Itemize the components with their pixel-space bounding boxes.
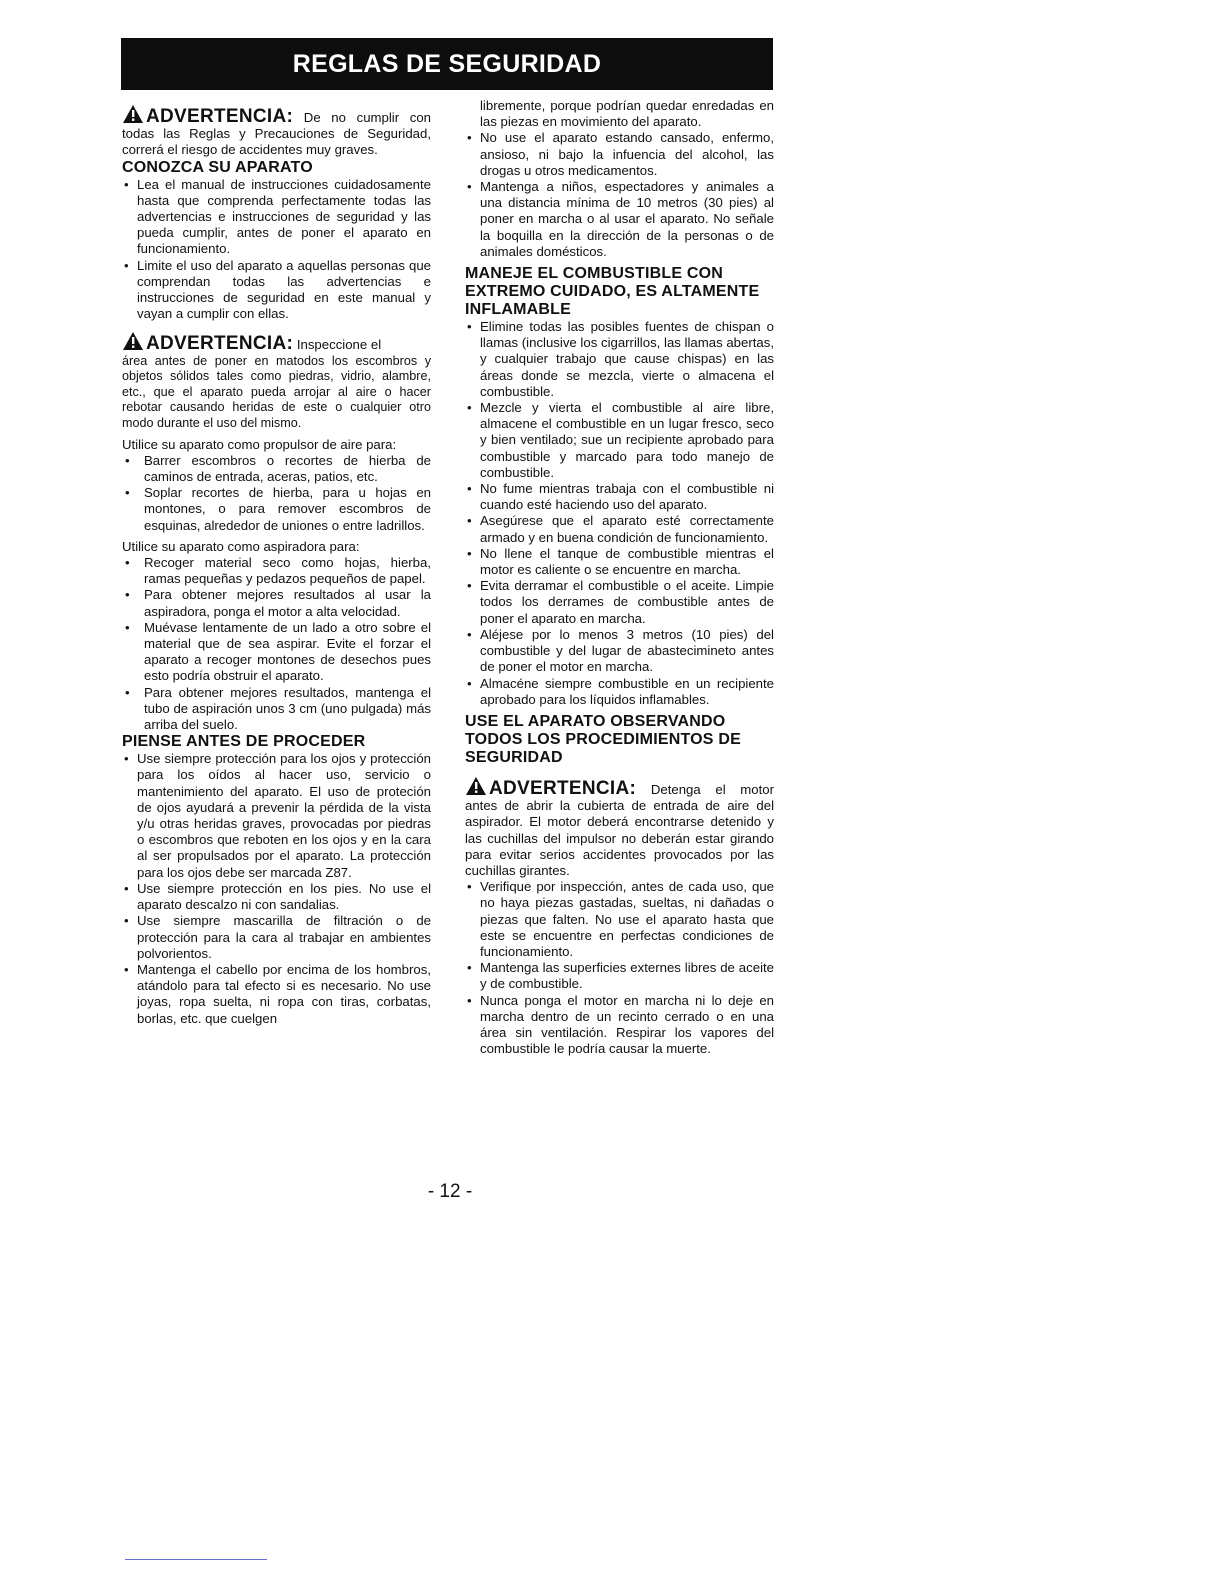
list-item: • Limite el uso del aparato a aquellas personas que comprendan todas las advertencias e instrucciones de seguridad en este manual y vayan a cumplir con ellas.: [122, 258, 431, 323]
think-list: [122, 751, 431, 1026]
section-heading-know-unit: CONOZCA SU APARATO: [122, 158, 313, 176]
list-item: • Para obtener mejores resultados al usar la aspiradora, ponga el motor a alta velocidad.: [122, 587, 431, 619]
page-number: - 12 -: [427, 1181, 473, 1202]
list-item: • Aléjese por lo menos 3 metros (10 pies) del combustible y del lugar de abastecimineto antes de poner el motor en marcha.: [465, 627, 774, 676]
section-heading-think: PIENSE ANTES DE PROCEDER: [122, 733, 366, 751]
list-item: • Elimine todas las posibles fuentes de chispan o llamas (inclusive los cigarrillos, las llamas abertas, y cualquier trabajo que cause chispas) en las áreas donde se mezcla, vierte o almacena el combustible.: [465, 319, 774, 400]
list-item: • Asegúrese que el aparato esté correctamente armado y en buena condición de funcionamiento.: [465, 513, 774, 545]
warning-block-2: [122, 331, 431, 353]
section-heading-fuel: MANEJE EL COMBUSTIBLE CON EXTREMO CUIDADO, ES ALTAMENTE INFLAMABLE: [465, 265, 760, 319]
vacuum-list: [122, 555, 431, 733]
list-item: • Use siempre protección en los pies. No use el aparato descalzo ni con sandalias.: [122, 881, 431, 913]
continuation-text: libremente, porque podrían quedar enredadas en las piezas en movimiento del aparato.: [480, 98, 774, 130]
list-item: • Soplar recortes de hierba, para u hojas en montones, o para remover escombros de esquinas, alrededor de uniones o entre ladrillos.: [122, 485, 431, 534]
warning-label: ADVERTENCIA:: [146, 106, 294, 127]
list-item: • Evita derramar el combustible o el aceite. Limpie todos los derrames de combustible antes de poner el aparato en marcha.: [465, 578, 774, 627]
list-item: • No fume mientras trabaja con el combustible ni cuando esté haciendo uso del aparato.: [465, 481, 774, 513]
warning-label: ADVERTENCIA:: [146, 333, 294, 355]
warning-text-inline: Inspeccione el: [293, 337, 382, 353]
warning-triangle-icon: [465, 776, 487, 796]
warning-text-inline: De no cumplir con: [293, 110, 431, 125]
blower-list: [122, 453, 431, 534]
list-item: • Lea el manual de instrucciones cuidadosamente hasta que comprenda perfectamente todas las advertencias e instrucciones de seguridad y las pueda cumplir, antes de poner el aparato en funcionamiento.: [122, 177, 431, 258]
use-list: [465, 879, 774, 1057]
warning-text: área antes de poner en matodos los escombros y objetos sólidos tales como piedras, vidrio, alambre, etc., que el aparato pueda arrojar al aire o hacer rebotar causando heridas de este o cualquier otro modo durante el uso del mismo.: [122, 353, 431, 431]
know-unit-list: [122, 177, 431, 323]
list-item: • Muévase lentamente de un lado a otro sobre el material que de sea aspirar. Evite el forzar el aparato a recoger montones de desechos pues esto podría obstruir el aparato.: [122, 620, 431, 685]
fuel-list: [465, 319, 774, 708]
warning-block-3: [465, 776, 774, 879]
list-item: • Verifique por inspección, antes de cada uso, que no haya piezas gastadas, sueltas, ni dañadas o piezas que falten. No use el aparato hasta que este se encuentre en perfectas condiciones de funcionamiento.: [465, 879, 774, 960]
warning-text-inline: Detenga el motor: [636, 781, 774, 797]
list-item: • No use el aparato estando cansado, enfermo, ansioso, ni bajo la infuencia del alcohol, las drogas u otros medicamentos.: [465, 130, 774, 179]
list-item: • Para obtener mejores resultados, mantenga el tubo de aspiración unos 3 cm (uno pulgada) más arriba del suelo.: [122, 685, 431, 734]
page-title: REGLAS DE SEGURIDAD: [292, 49, 602, 78]
divider-line: [125, 1559, 267, 1560]
blower-intro: Utilice su aparato como propulsor de aire para:: [122, 436, 397, 452]
warning-triangle-icon: [122, 104, 144, 124]
page-title-banner: [121, 38, 773, 90]
list-item: • Use siempre mascarilla de filtración o de protección para la cara al trabajar en ambientes polvorientos.: [122, 913, 431, 962]
list-item: • Mantenga las superficies externes libres de aceite y de combustible.: [465, 960, 774, 992]
warning-block-1: [122, 104, 431, 159]
warning-text: antes de abrir la cubierta de entrada de aire del aspirador. El motor deberá encontrarse detenido y las cuchillas del impulsor no deberán estar girando para evitar serios accidentes provocados por las cuchillas girantes.: [465, 798, 774, 878]
right-column: [465, 98, 774, 1057]
list-item: • Mantenga a niños, espectadores y animales a una distancia mínima de 10 metros (30 pies) al poner en marcha o al usar el aparato. No señale la boquilla en la dirección de la personas o de animales domésticos.: [465, 179, 774, 260]
warning-label: ADVERTENCIA:: [489, 777, 637, 799]
list-item: • Use siempre protección para los ojos y protección para los oídos al hacer uso, servicio o mantenimiento del aparato. El uso de proteción de ojos ayudará a prevenir la pérdida de la vista y/u otras heridas graves, provocadas por piedras o escombros que reboten en los ojos y en la cara al ser propulsados por el aparato. La protección para los ojos debe ser marcada Z87.: [122, 751, 431, 881]
left-column: [122, 104, 431, 1027]
list-item: • Recoger material seco como hojas, hierba, ramas pequeñas y pedazos pequeños de papel.: [122, 555, 431, 587]
list-item: • No llene el tanque de combustible mientras el motor es caliente o se encuentre en marcha.: [465, 546, 774, 578]
list-item: • Nunca ponga el motor en marcha ni lo deje en marcha dentro de un recinto cerrado o en una área sin ventilación. Respirar los vapores del combustible le podría causar la muerte.: [465, 993, 774, 1058]
vacuum-intro: Utilice su aparato como aspiradora para:: [122, 538, 360, 554]
list-item: • Almacéne siempre combustible en un recipiente aprobado para los líquidos inflamables.: [465, 676, 774, 708]
list-item: • Mantenga el cabello por encima de los hombros, atándolo para tal efecto si es necesario. No use joyas, ropa suelta, ni ropa con tiras, corbatas, borlas, etc. que cuelgen: [122, 962, 431, 1027]
warning-triangle-icon: [122, 331, 144, 351]
general-list: [465, 130, 774, 260]
section-heading-use: USE EL APARATO OBSERVANDO TODOS LOS PROCEDIMIENTOS DE SEGURIDAD: [465, 712, 741, 766]
list-item: • Mezcle y vierta el combustible al aire libre, almacene el combustible en un lugar fresco, seco y bien ventilado; sue un recipiente aprobado para combustible y marcado para todo manejo de combustible.: [465, 400, 774, 481]
list-item: • Barrer escombros o recortes de hierba de caminos de entrada, aceras, patios, etc.: [122, 453, 431, 485]
warning-text: todas las Reglas y Precauciones de Seguridad, correrá el riesgo de accidentes muy graves.: [122, 126, 431, 158]
